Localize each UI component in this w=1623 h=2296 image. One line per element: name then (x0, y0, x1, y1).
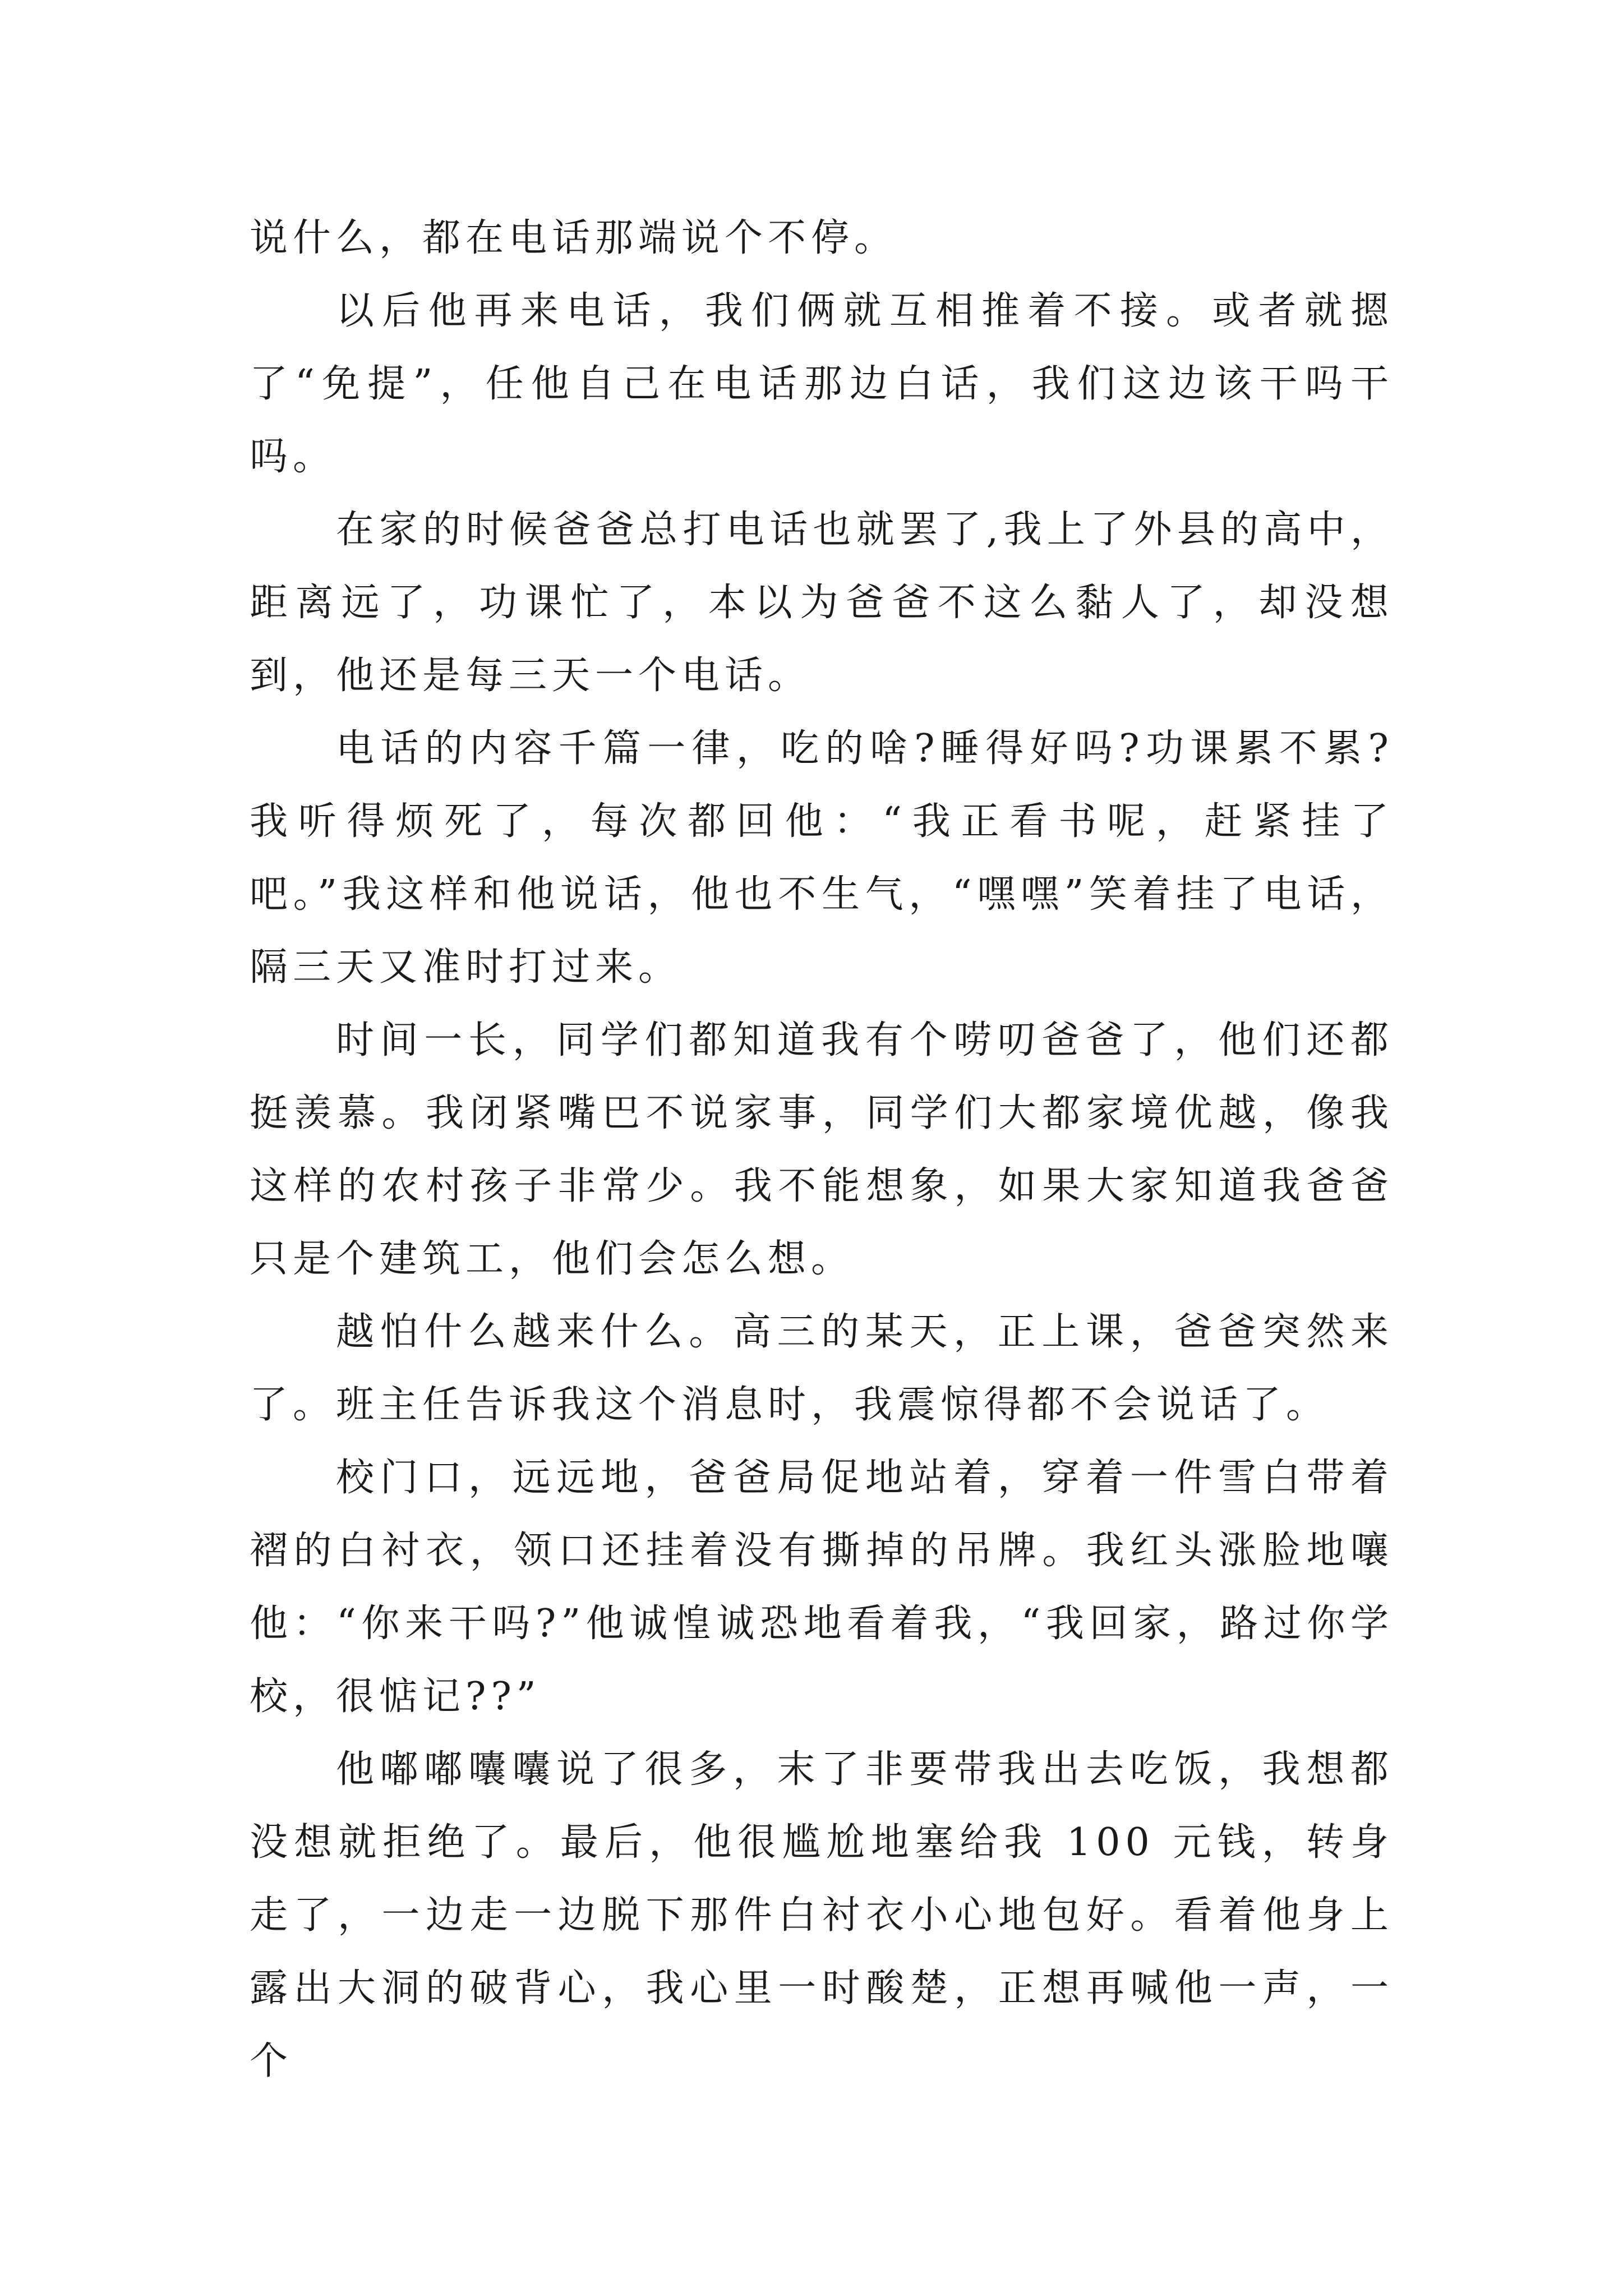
paragraph-8: 他嘟嘟囔囔说了很多，末了非要带我出去吃饭，我想都没想就拒绝了。最后，他很尴尬地塞给我 100 元钱，转身走了，一边走一边脱下那件白衬衣小心地包好。看着他身上露出大洞的破背心，我心里一时酸楚，正想再喊他一声，一个 (250, 1747, 1394, 2083)
paragraph-2: 以后他再来电话，我们俩就互相推着不接。或者就摁了“免提”，任他自己在电话那边白话，我们这边该干吗干吗。 (250, 289, 1394, 479)
paragraph-5: 时间一长，同学们都知道我有个唠叨爸爸了，他们还都挺羡慕。我闭紧嘴巴不说家事，同学们大都家境优越，像我这样的农村孩子非常少。我不能想象，如果大家知道我爸爸只是个建筑工，他们会怎么想。 (250, 1018, 1394, 1281)
paragraph-7: 校门口，远远地，爸爸局促地站着，穿着一件雪白带着褶的白衬衣，领口还挂着没有撕掉的吊牌。我红头涨脸地嚷他：“你来干吗?”他诚惶诚恐地看着我，“我回家，路过你学校，很惦记??” (250, 1456, 1394, 1719)
paragraph-1: 说什么，都在电话那端说个不停。 (250, 216, 898, 260)
document-body (250, 202, 1394, 2098)
paragraph-6: 越怕什么越来什么。高三的某天，正上课，爸爸突然来了。班主任告诉我这个消息时，我震惊得都不会说话了。 (250, 1310, 1394, 1427)
paragraph-3: 在家的时候爸爸总打电话也就罢了,我上了外县的高中，距离远了，功课忙了，本以为爸爸不这么黏人了，却没想到，他还是每三天一个电话。 (250, 508, 1394, 698)
paragraph-4: 电话的内容千篇一律，吃的啥?睡得好吗?功课累不累?我听得烦死了，每次都回他：“我正看书呢，赶紧挂了吧。”我这样和他说话，他也不生气，“嘿嘿”笑着挂了电话，隔三天又准时打过来。 (250, 726, 1394, 990)
